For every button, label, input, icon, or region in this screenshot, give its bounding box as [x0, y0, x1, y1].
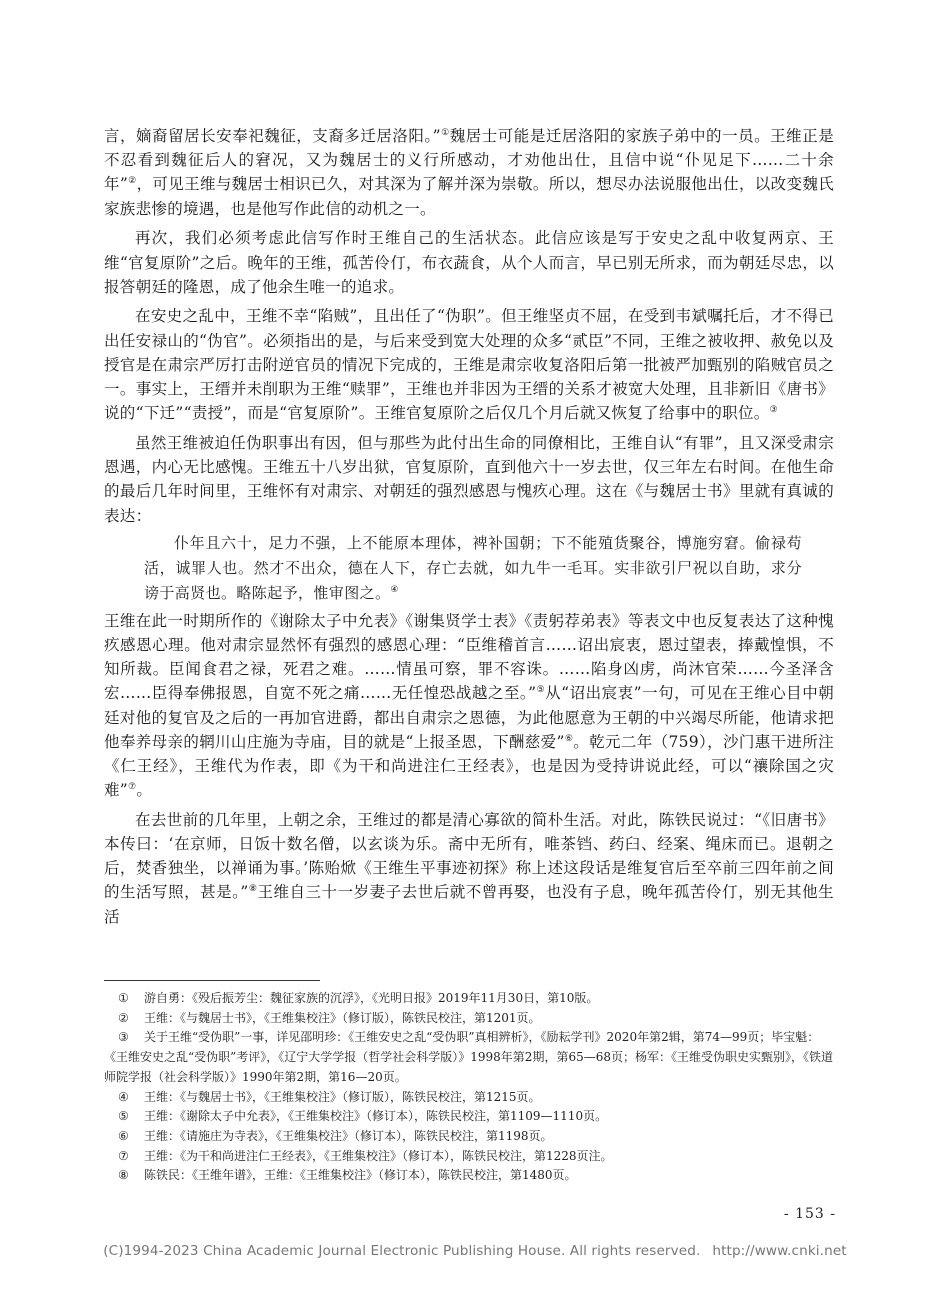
text-run: 再次，我们必须考虑此信写作时王维自己的生活状态。此信应该是写于安史之乱中收复两京、王维“官复原阶”之后。晚年的王维，孤苦伶仃，布衣蔬食，从个人而言，早已别无所求，而为朝廷尽忠，以报答朝廷的隆恩，成了他余生唯一的追求。: [104, 229, 834, 296]
footnote: [104, 989, 834, 1009]
footnote-number: ①: [118, 991, 129, 1005]
footnote-text: 关于王维“受伪职”一事，详见邵明珍：《王维安史之乱“受伪职”真相辨析》，《励耘学刊》2020年第2辑，第74—99页；毕宝魁：《王维安史之乱“受伪职”考评》，《辽宁大学学报（哲学社会科学版）》1998年第2期，第65—68页；杨军：《王维受伪职史实甄别》，《铁道师院学报（社会科学版）》1990年第2期，第16—20页。: [104, 1030, 833, 1084]
copyright-notice: (C)1994-2023 China Academic Journal Electronic Publishing House. All rights reserved.: [103, 1243, 701, 1259]
text-run: 。: [136, 781, 153, 800]
footnote-ref[interactable]: ⑦: [128, 782, 137, 793]
footnote-number: ⑤: [118, 1109, 129, 1124]
main-text: [104, 124, 834, 929]
footnote-number: ②: [118, 1010, 129, 1025]
footnote: [104, 1166, 834, 1186]
paragraph: [104, 226, 834, 299]
footnote-ref[interactable]: ④: [390, 584, 399, 595]
footnote-text: 王维：《为干和尚进注仁王经表》，《王维集校注》（修订本），陈铁民校注，第1228页注。: [144, 1148, 613, 1163]
footnote-ref[interactable]: ②: [128, 176, 137, 187]
text-run: 魏居士可能是迁居洛阳的家族子弟中的一员。王维正是不忍看到魏征后人的窘况，又为魏居士的义行所感动，才劝他出仕，且信中说“仆见足下……二十余年”: [104, 127, 834, 194]
footnote-text: 游自勇：《殁后振芳尘：魏征家族的沉浮》，《光明日报》2019年11月30日，第10版。: [144, 991, 599, 1005]
paragraph: [104, 431, 834, 528]
footnote: [104, 1147, 834, 1167]
footnote-number: ④: [118, 1089, 129, 1104]
footnote-text: 王维：《请施庄为寺表》，《王维集校注》（修订本），陈铁民校注，第1198页。: [144, 1128, 553, 1143]
footnote-text: 王维：《谢除太子中允表》，《王维集校注》（修订本），陈铁民校注，第1109—1110页。: [144, 1109, 608, 1124]
footnote: [104, 1127, 834, 1147]
footnote-text: 王维：《与魏居士书》，《王维集校注》（修订版），陈铁民校注，第1201页。: [144, 1010, 541, 1025]
footnote: [104, 1088, 834, 1108]
footnote-text: 王维：《与魏居士书》，《王维集校注》（修订版），陈铁民校注，第1215页。: [144, 1089, 541, 1104]
footnotes: [104, 989, 834, 1186]
footnote-ref[interactable]: ⑥: [564, 733, 574, 744]
text-run: 。乾元二年（759），沙门惠干进所注《仁王经》，王维代为作表，即《为干和尚进注仁王经表》，也是因为受持讲说此经，可以“禳除国之灾难”: [104, 732, 834, 800]
footnote-ref[interactable]: ③: [769, 405, 778, 416]
footnote-divider: [104, 980, 320, 981]
paragraph: [104, 304, 834, 425]
block-quote: [104, 531, 834, 606]
paragraph: [104, 808, 834, 929]
text-run: 从“诏出宸衷”一句，可见在王维心目中朝廷对他的复官及之后的一再加官进爵，都出自肃宗之恩德，为此他愿意为王朝的中兴竭尽所能，他请求把他奉养母亲的辋川山庄施为寺庙，目的就是“上报圣恩，下酬慈爱”: [104, 684, 834, 751]
footnote-text: 陈铁民：《王维年谱》，王维：《王维集校注》（修订本），陈铁民校注，第1480页。: [144, 1168, 577, 1183]
text-run: ，可见王维与魏居士相识已久，对其深为了解并深为崇敬。所以，想尽办法说服他出仕，以改变魏氏家族悲惨的境遇，也是他写作此信的动机之一。: [104, 175, 835, 218]
paragraph: [104, 609, 834, 803]
text-run: 仆年且六十，足力不强，上不能原本理体，裨补国朝；下不能殖货聚谷，博施穷窘。偷禄苟活，诚罪人也。然才不出众，德在人下，存亡去就，如九牛一毛耳。实非欲引尸祝以自助，求分谤于高贤也。略陈起予，惟审图之。: [144, 533, 802, 602]
text-run: 在安史之乱中，王维不幸“陷贼”，且出任了“伪职”。但王维坚贞不屈，在受到韦斌嘱托后，才不得已出任安禄山的“伪官”。必须指出的是，与后来受到宽大处理的众多“贰臣”不同，王维之被收押、赦免以及授官是在肃宗严厉打击附逆官员的情况下完成的，王维是肃宗收复洛阳后第一批被严加甄别的陷贼官员之一。事实上，王缙并未削职为王维“赎罪”，王维也并非因为王缙的关系才被宽大处理，且非新旧《唐书》说的“下迁”“责授”，而是“官复原阶”。王维官复原阶之后仅几个月后就又恢复了给事中的职位。: [104, 307, 834, 423]
footnote: [104, 1107, 834, 1127]
footnote-number: ⑧: [118, 1168, 129, 1183]
paragraph: [104, 124, 834, 221]
footnote-number: ③: [118, 1030, 129, 1045]
text-run: 在去世前的几年里，上朝之余，王维过的都是清心寡欲的简朴生活。对此，陈铁民说过：“《旧唐书》本传曰：‘在京师，日饭十数名僧，以玄谈为乐。斋中无所有，唯茶铛、药臼、经案、绳床而已。退朝之后，焚香独坐，以禅诵为事。’陈贻焮《王维生平事迹初探》称上述这段话是维复官后至卒前三四年前之间的生活写照，甚是。”: [104, 810, 834, 902]
text-run: 王维在此一时期所作的《谢除太子中允表》《谢集贤学士表》《责躬荐弟表》等表文中也反复表达了这种愧疚感恩心理。他对肃宗显然怀有强烈的感恩心理：“臣维稽首言……诏出宸衷，恩过望表，捧戴惶惧，不知所裁。臣闻食君之禄，死君之难。……情虽可察，罪不容诛。……陷身凶虏，尚沐官荣……今圣泽含宏……臣得奉佛报恩，自宽不死之痛……无任惶恐战越之至。”: [104, 611, 834, 703]
footnote-number: ⑥: [118, 1128, 129, 1143]
page-number: - 153 -: [783, 1206, 836, 1222]
cnki-link[interactable]: http://www.cnki.net: [712, 1243, 847, 1259]
footnote-ref[interactable]: ①: [440, 128, 450, 138]
footnote-ref[interactable]: ⑤: [536, 685, 546, 696]
text-run: 虽然王维被迫任伪职事出有因，但与那些为此付出生命的同僚相比，王维自认“有罪”，且又深受肃宗恩遇，内心无比感愧。王维五十八岁出狱，官复原阶，直到他六十一岁去世，仅三年左右时间。在他生命的最后几年时间里，王维怀有对肃宗、对朝廷的强烈感恩与愧疚心理。这在《与魏居士书》里就有真诚的表达：: [104, 433, 834, 525]
footnote-ref[interactable]: ⑧: [248, 884, 258, 895]
footnote: [104, 1009, 834, 1029]
text-run: 言，嫡裔留居长安奉祀魏征，支裔多迁居洛阳。”: [104, 127, 441, 145]
text-run: 王维自三十一岁妻子去世后就不曾再娶，也没有子息，晚年孤苦伶仃，别无其他生活: [104, 883, 834, 926]
footnote-number: ⑦: [118, 1148, 129, 1163]
copyright-footer: [0, 1243, 950, 1259]
footnote: [104, 1028, 834, 1087]
